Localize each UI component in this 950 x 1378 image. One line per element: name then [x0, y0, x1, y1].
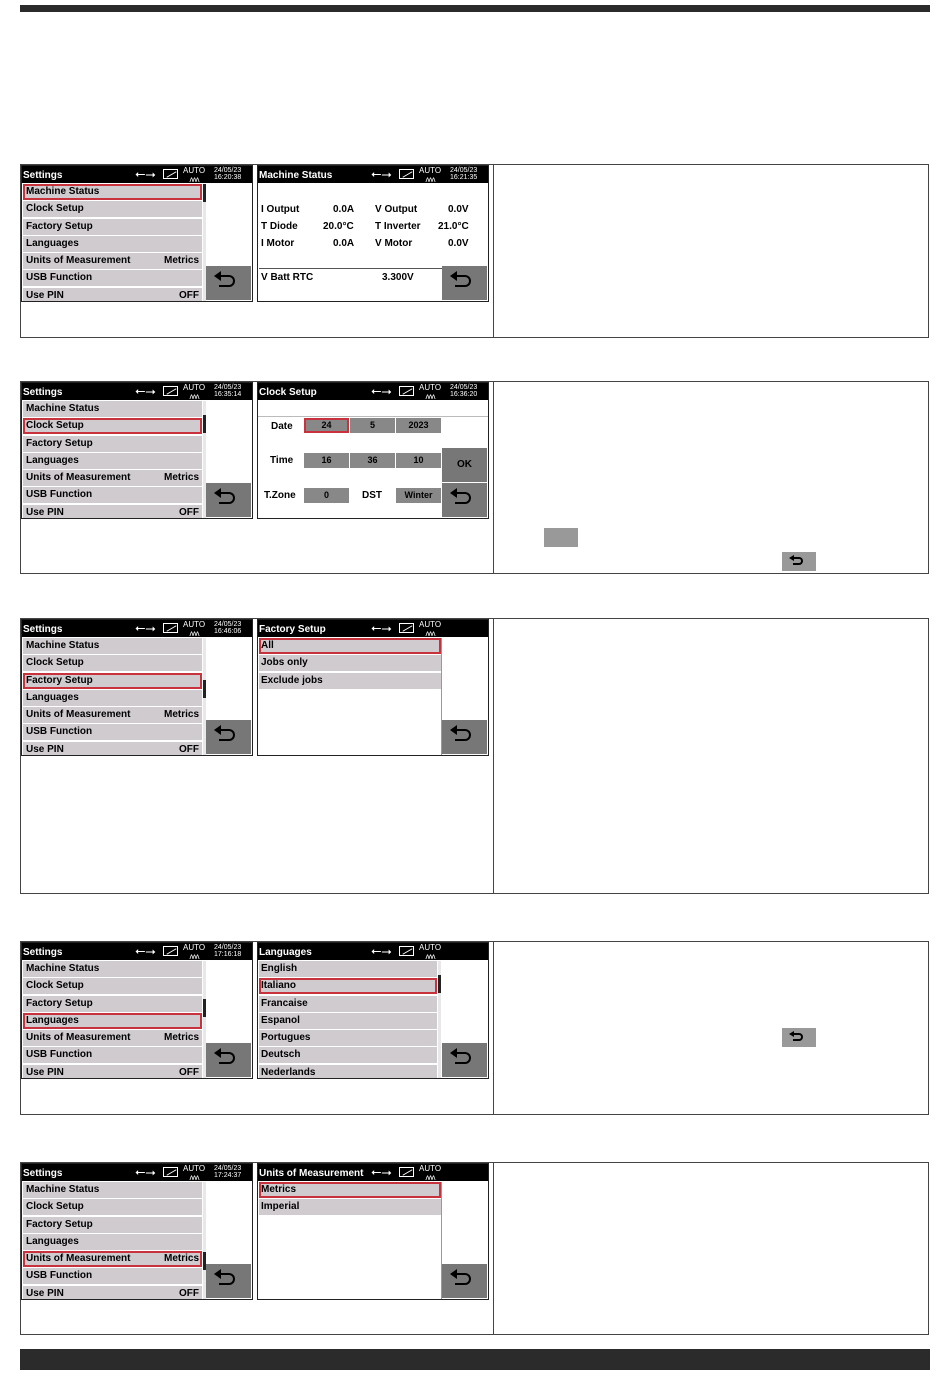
language-item[interactable]: Francaise [259, 996, 437, 1012]
hour-field[interactable]: 16 [304, 453, 349, 468]
screen-title: Settings [23, 624, 63, 635]
usb-icon: ⭠⭢ [135, 383, 156, 398]
language-item[interactable]: Deutsch [259, 1047, 437, 1063]
vbatt-value: 3.300V [382, 272, 414, 283]
scroll-thumb[interactable] [203, 999, 206, 1017]
back-icon[interactable] [206, 483, 251, 517]
option-all[interactable]: All [259, 638, 441, 654]
button-icon [544, 528, 578, 547]
datetime: 24/05/23 16:46:06 [214, 621, 242, 635]
settings-menu [23, 638, 202, 756]
menu-item-clock-setup[interactable]: Clock Setup [23, 418, 202, 434]
dst-label: DST [362, 490, 382, 501]
datetime: 24/05/23 16:36:20 [450, 384, 478, 398]
auto-indicator: AUTO ʌʌʌ [183, 1164, 206, 1182]
trend-arrow-icon [399, 1167, 414, 1177]
menu-item-languages[interactable]: Languages [23, 453, 202, 469]
option-imperial[interactable]: Imperial [259, 1199, 441, 1215]
menu-item-machine-status[interactable]: Machine Status [23, 184, 202, 200]
back-icon[interactable] [206, 266, 251, 300]
back-icon[interactable] [442, 720, 487, 754]
menu-item-usb-function[interactable]: USB Function [23, 487, 202, 503]
wave-icon: ʌʌʌ [425, 392, 435, 401]
wave-icon: ʌʌʌ [425, 629, 435, 638]
settings-screen [21, 619, 253, 756]
menu-item-clock-setup[interactable]: Clock Setup [23, 655, 202, 671]
menu-item-units[interactable]: Units of Measurement Metrics [23, 1251, 202, 1267]
units-screen [257, 1163, 489, 1300]
screen-title: Settings [23, 947, 63, 958]
column-divider [493, 619, 494, 893]
year-field[interactable]: 2023 [396, 418, 441, 433]
auto-indicator: AUTO ʌʌʌ [419, 1164, 442, 1182]
wave-icon: ʌʌʌ [425, 952, 435, 961]
auto-indicator: AUTO ʌʌʌ [183, 383, 206, 401]
screen-title: Units of Measurement [259, 1168, 364, 1179]
date-label: Date [271, 421, 293, 432]
screen-title: Machine Status [259, 170, 333, 181]
trend-arrow-icon [163, 623, 178, 633]
trend-arrow-icon [399, 169, 414, 179]
menu-item-clock-setup[interactable]: Clock Setup [23, 978, 202, 994]
menu-item-use-pin[interactable]: Use PIN OFF [23, 1065, 202, 1079]
wave-icon: ʌʌʌ [189, 175, 199, 184]
datetime: 24/05/23 17:24:37 [214, 1165, 242, 1179]
screen-title: Factory Setup [259, 624, 326, 635]
separator [259, 268, 444, 269]
languages-screen [257, 942, 489, 1079]
menu-item-use-pin[interactable]: Use PIN OFF [23, 1286, 202, 1300]
trend-arrow-icon [163, 386, 178, 396]
section-machine-status [20, 164, 929, 338]
column-divider [493, 1163, 494, 1334]
column-divider [493, 382, 494, 573]
menu-item-units[interactable]: Units of Measurement Metrics [23, 470, 202, 486]
menu-item-factory-setup[interactable]: Factory Setup [23, 1217, 202, 1233]
trend-arrow-icon [399, 623, 414, 633]
usb-icon: ⭠⭢ [135, 166, 156, 181]
menu-item-units[interactable]: Units of Measurement Metrics [23, 253, 202, 269]
trend-arrow-icon [163, 946, 178, 956]
section-clock-setup [20, 381, 929, 574]
back-icon [782, 1028, 816, 1047]
t-diode-label: T Diode [261, 221, 298, 232]
auto-indicator: AUTO ʌʌʌ [419, 620, 442, 638]
menu-item-machine-status[interactable]: Machine Status [23, 961, 202, 977]
auto-indicator: AUTO ʌʌʌ [183, 943, 206, 961]
machine-status-screen [257, 165, 489, 302]
menu-item-languages[interactable]: Languages [23, 690, 202, 706]
wave-icon: ʌʌʌ [189, 952, 199, 961]
menu-item-machine-status[interactable]: Machine Status [23, 1182, 202, 1198]
i-motor-value: 0.0A [333, 238, 355, 249]
minute-field[interactable]: 36 [350, 453, 395, 468]
menu-item-factory-setup[interactable]: Factory Setup [23, 996, 202, 1012]
section-units [20, 1162, 929, 1335]
menu-item-languages[interactable]: Languages [23, 1234, 202, 1250]
screen-header [258, 620, 488, 637]
separator [258, 416, 488, 417]
auto-indicator: AUTO ʌʌʌ [419, 166, 442, 184]
wave-icon: ʌʌʌ [425, 175, 435, 184]
t-inverter-label: T Inverter [375, 221, 421, 232]
i-motor-label: I Motor [261, 238, 295, 249]
column-divider [493, 165, 494, 337]
wave-icon: ʌʌʌ [189, 1173, 199, 1182]
menu-item-usb-function[interactable]: USB Function [23, 724, 202, 740]
settings-screen [21, 165, 253, 302]
settings-screen [21, 382, 253, 519]
menu-item-factory-setup[interactable]: Factory Setup [23, 436, 202, 452]
language-item[interactable]: English [259, 961, 437, 977]
menu-item-usb-function[interactable]: USB Function [23, 270, 202, 286]
usb-icon: ⭠⭢ [371, 1164, 392, 1179]
tzone-field[interactable]: 0 [304, 488, 349, 503]
menu-item-use-pin[interactable]: Use PIN OFF [23, 288, 202, 302]
datetime: 24/05/23 16:35:14 [214, 384, 242, 398]
vbatt-label: V Batt RTC [261, 272, 314, 283]
datetime: 24/05/23 16:20:38 [214, 167, 242, 181]
trend-arrow-icon [163, 1167, 178, 1177]
menu-item-machine-status[interactable]: Machine Status [23, 638, 202, 654]
menu-item-factory-setup[interactable]: Factory Setup [23, 673, 202, 689]
v-motor-value: 0.0V [448, 238, 469, 249]
screen-title: Settings [23, 1168, 63, 1179]
language-list [259, 961, 437, 1079]
option-exclude-jobs[interactable]: Exclude jobs [259, 673, 441, 689]
usb-icon: ⭠⭢ [371, 943, 392, 958]
menu-item-units[interactable]: Units of Measurement Metrics [23, 1030, 202, 1046]
wave-icon: ʌʌʌ [189, 629, 199, 638]
screen-header [22, 943, 252, 960]
screen-header [258, 383, 488, 400]
column-divider [493, 942, 494, 1114]
screen-header [258, 166, 488, 183]
usb-icon: ⭠⭢ [135, 620, 156, 635]
option-metrics[interactable]: Metrics [259, 1182, 441, 1198]
wave-icon: ʌʌʌ [425, 1173, 435, 1182]
trend-arrow-icon [399, 386, 414, 396]
scroll-thumb[interactable] [438, 975, 441, 993]
i-output-value: 0.0A [333, 204, 355, 215]
screen-header [22, 166, 252, 183]
auto-indicator: AUTO ʌʌʌ [419, 943, 442, 961]
language-item[interactable]: Espanol [259, 1013, 437, 1029]
menu-item-machine-status[interactable]: Machine Status [23, 401, 202, 417]
screen-header [22, 1164, 252, 1181]
screen-title: Settings [23, 387, 63, 398]
screen-header [258, 943, 488, 960]
datetime: 24/05/23 17:16:18 [214, 944, 242, 958]
screen-header [22, 620, 252, 637]
back-icon[interactable] [442, 266, 487, 300]
factory-setup-screen [257, 619, 489, 756]
scroll-thumb[interactable] [203, 184, 206, 202]
menu-item-usb-function[interactable]: USB Function [23, 1268, 202, 1284]
v-output-value: 0.0V [448, 204, 469, 215]
auto-indicator: AUTO ʌʌʌ [419, 383, 442, 401]
screen-title: Clock Setup [259, 387, 317, 398]
back-icon [782, 552, 816, 571]
back-icon[interactable] [442, 483, 487, 517]
back-icon[interactable] [206, 720, 251, 754]
settings-menu [23, 1182, 202, 1300]
units-options [259, 1182, 441, 1217]
menu-item-use-pin[interactable]: Use PIN OFF [23, 505, 202, 519]
settings-menu [23, 401, 202, 519]
language-item[interactable]: Nederlands [259, 1065, 437, 1079]
menu-item-languages[interactable]: Languages [23, 236, 202, 252]
menu-item-clock-setup[interactable]: Clock Setup [23, 1199, 202, 1215]
language-item[interactable]: Portugues [259, 1030, 437, 1046]
scroll-thumb[interactable] [203, 680, 206, 698]
factory-options [259, 638, 441, 690]
clock-setup-screen [257, 382, 489, 519]
auto-indicator: AUTO ʌʌʌ [183, 166, 206, 184]
menu-item-usb-function[interactable]: USB Function [23, 1047, 202, 1063]
t-diode-value: 20.0°C [323, 221, 354, 232]
back-icon[interactable] [206, 1264, 251, 1298]
screen-title: Languages [259, 947, 312, 958]
ok-button[interactable]: OK [442, 448, 487, 482]
time-label: Time [270, 455, 294, 466]
menu-item-languages[interactable]: Languages [23, 1013, 202, 1029]
screen-title: Settings [23, 170, 63, 181]
menu-item-use-pin[interactable]: Use PIN OFF [23, 742, 202, 756]
tzone-label: T.Zone [264, 490, 296, 501]
back-icon[interactable] [442, 1043, 487, 1077]
day-field[interactable]: 24 [304, 418, 349, 433]
option-jobs-only[interactable]: Jobs only [259, 655, 441, 671]
menu-item-units[interactable]: Units of Measurement Metrics [23, 707, 202, 723]
settings-screen [21, 942, 253, 1079]
usb-icon: ⭠⭢ [371, 166, 392, 181]
usb-icon: ⭠⭢ [135, 943, 156, 958]
usb-icon: ⭠⭢ [371, 620, 392, 635]
v-motor-label: V Motor [375, 238, 413, 249]
i-output-label: I Output [261, 204, 300, 215]
menu-item-clock-setup[interactable]: Clock Setup [23, 201, 202, 217]
usb-icon: ⭠⭢ [135, 1164, 156, 1179]
back-icon[interactable] [206, 1043, 251, 1077]
screen-header [258, 1164, 488, 1181]
screen-header [22, 383, 252, 400]
month-field[interactable]: 5 [350, 418, 395, 433]
auto-indicator: AUTO ʌʌʌ [183, 620, 206, 638]
t-inverter-value: 21.0°C [438, 221, 469, 232]
menu-item-factory-setup[interactable]: Factory Setup [23, 219, 202, 235]
settings-menu [23, 184, 202, 302]
back-icon[interactable] [442, 1264, 487, 1298]
wave-icon: ʌʌʌ [189, 392, 199, 401]
section-factory-setup [20, 618, 929, 894]
dst-field[interactable]: Winter [396, 488, 441, 503]
second-field[interactable]: 10 [396, 453, 441, 468]
scroll-thumb[interactable] [203, 415, 206, 433]
settings-screen [21, 1163, 253, 1300]
bottom-rule [20, 1349, 930, 1370]
scrollbar[interactable] [438, 961, 441, 1078]
trend-arrow-icon [163, 169, 178, 179]
language-item[interactable]: Italiano [259, 978, 437, 994]
v-output-label: V Output [375, 204, 418, 215]
section-languages [20, 941, 929, 1115]
top-rule [20, 5, 930, 12]
settings-menu [23, 961, 202, 1079]
trend-arrow-icon [399, 946, 414, 956]
usb-icon: ⭠⭢ [371, 383, 392, 398]
datetime: 24/05/23 16:21:35 [450, 167, 478, 181]
